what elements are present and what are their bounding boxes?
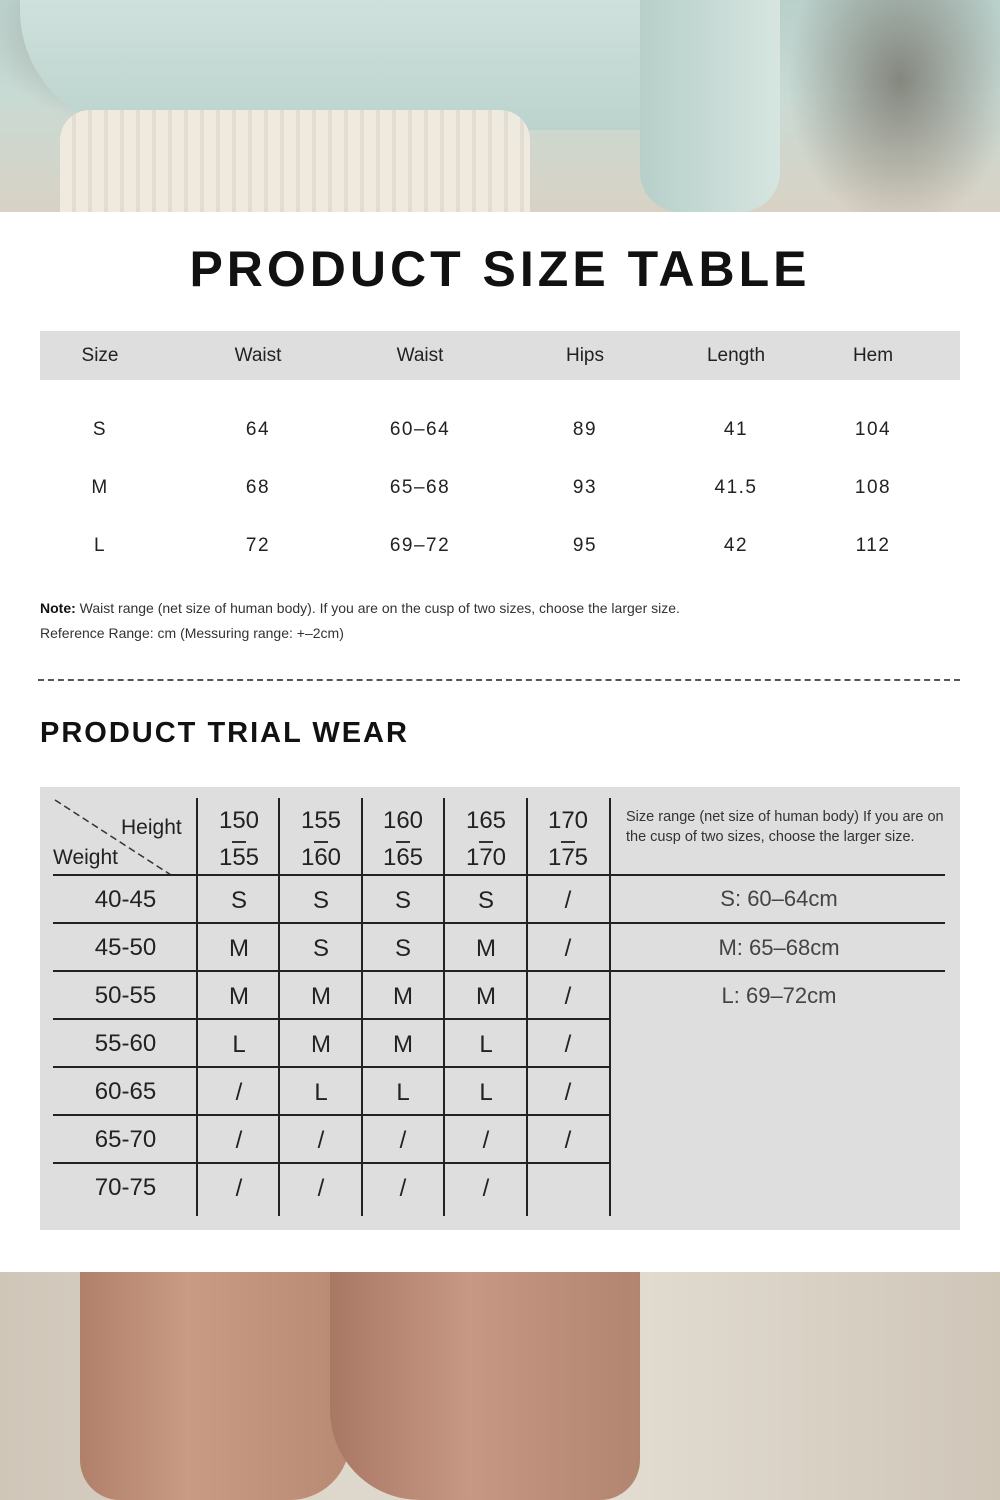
weight-cell: 40-45 [94,886,157,913]
cell-waist: 72 [245,535,271,556]
size-cell: M [393,983,413,1010]
size-cell: / [482,1175,490,1202]
size-cell: / [235,1127,243,1154]
table-row [40,401,960,459]
size-cell: M [476,983,496,1010]
weight-cell: 45-50 [94,934,157,961]
trial-wear-table [40,787,960,1230]
weight-cell: 50-55 [94,982,157,1009]
table-row [40,517,960,575]
size-cell: / [317,1127,325,1154]
photo-leg-right [330,1272,640,1500]
height-to: 160 [300,844,342,871]
weight-cell: 60-65 [94,1078,157,1105]
cell-hem: 108 [854,477,892,498]
size-range-l: L: 69–72cm [721,983,837,1008]
cell-length: 41.5 [714,477,758,498]
size-table-title: PRODUCT SIZE TABLE [189,241,811,297]
size-cell: / [235,1079,243,1106]
size-cell: / [564,1031,572,1058]
size-note [40,596,680,646]
cell-size: L [93,535,107,556]
cell-waist-range: 69–72 [389,535,451,556]
height-col [362,798,444,875]
header-waist: Waist [234,344,282,366]
weight-cell: 65-70 [94,1126,157,1153]
cell-hips: 89 [572,419,598,440]
cell-size: M [91,477,109,498]
size-cell: M [311,983,331,1010]
height-to: 175 [547,844,589,871]
weight-axis-label: Weight [53,846,118,869]
size-cell: S [312,887,329,914]
range-dash [396,841,410,843]
note-line [40,596,680,621]
cell-hem: 104 [854,419,892,440]
size-cell: S [477,887,494,914]
size-cell: L [479,1031,493,1058]
section-divider [38,679,960,681]
size-cell: / [399,1175,407,1202]
cell-waist: 68 [245,477,271,498]
photo-waistband [60,110,530,212]
size-cell: / [399,1127,407,1154]
cell-waist-range: 60–64 [389,419,451,440]
size-range-s: S: 60–64cm [720,886,838,911]
size-table [40,331,960,575]
size-cell: M [229,983,249,1010]
grid-vline [609,798,611,1216]
size-cell: M [393,1031,413,1058]
range-dash [314,841,328,843]
height-col [527,798,609,875]
cell-hips: 93 [572,477,598,498]
cell-size: S [92,419,108,440]
height-col [198,798,280,875]
top-product-photo [0,0,1000,212]
bottom-product-photo [0,1272,1000,1500]
size-cell [527,1165,609,1213]
size-cell: M [311,1031,331,1058]
size-cell: / [564,1079,572,1106]
cell-length: 41 [723,419,749,440]
size-cell: L [396,1079,410,1106]
cell-waist-range: 65–68 [389,477,451,498]
height-from: 170 [547,807,589,834]
header-waist-range: Waist [396,344,444,366]
table-row [40,459,960,517]
header-size: Size [81,344,119,366]
photo-sleeve [640,0,780,212]
range-dash [479,841,493,843]
height-from: 155 [300,807,342,834]
height-col [445,798,527,875]
height-to: 155 [218,844,260,871]
size-cell: / [564,887,572,914]
photo-leg-left [80,1272,350,1500]
weight-cell: 55-60 [94,1030,157,1057]
size-cell: / [564,983,572,1010]
range-dash [232,841,246,843]
size-cell: / [235,1175,243,1202]
size-cell: / [564,935,572,962]
height-from: 165 [465,807,507,834]
size-cell: M [229,935,249,962]
trial-side-note: Size range (net size of human body) If you are on the cusp of two sizes, choose the larger size. [626,809,944,845]
size-table-header [40,331,960,380]
header-hem: Hem [852,344,894,366]
size-cell: S [394,935,411,962]
cell-hem: 112 [855,535,891,556]
height-col [280,798,362,875]
height-from: 150 [218,807,260,834]
size-cell: / [482,1127,490,1154]
cell-hips: 95 [572,535,598,556]
reference-range: Reference Range: cm (Messuring range: +–2cm) [40,625,344,641]
size-cell: L [314,1079,328,1106]
size-cell: L [479,1079,493,1106]
height-to: 170 [465,844,507,871]
cell-waist: 64 [245,419,271,440]
size-cell: M [476,935,496,962]
size-range-m: M: 65–68cm [718,935,840,960]
size-cell: L [232,1031,246,1058]
size-table-body [40,401,960,575]
height-from: 160 [382,807,424,834]
size-cell: / [317,1175,325,1202]
size-cell: S [394,887,411,914]
header-length: Length [706,344,766,366]
size-cell: S [312,935,329,962]
note-label: Note: [40,600,76,616]
range-dash [561,841,575,843]
trial-wear-title: PRODUCT TRIAL WEAR [40,717,409,749]
height-to: 165 [382,844,424,871]
cell-length: 42 [723,535,749,556]
weight-cell: 70-75 [94,1174,157,1201]
header-hips: Hips [565,344,604,366]
note-text: Waist range (net size of human body). If you are on the cusp of two sizes, choose the larger size. [75,600,680,616]
size-cell: S [230,887,247,914]
height-axis-label: Height [121,816,182,839]
size-cell: / [564,1127,572,1154]
